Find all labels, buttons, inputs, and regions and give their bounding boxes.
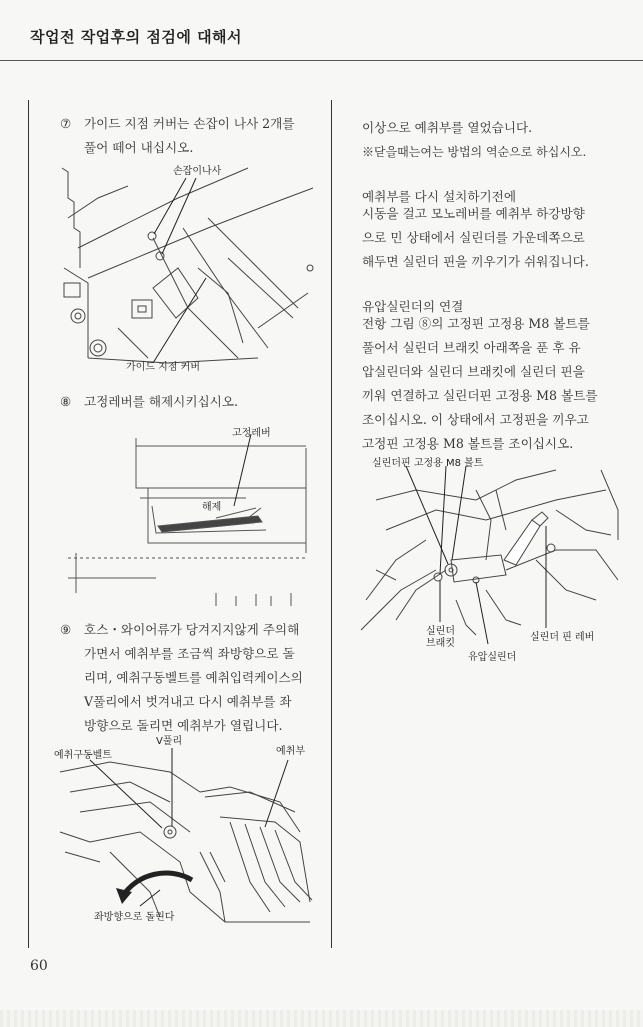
cylinder-line-2: 풀어서 실린더 브래킷 아래쪽을 푼 후 유 bbox=[362, 340, 581, 355]
step7-line-1 bbox=[60, 112, 295, 137]
page-header bbox=[0, 0, 643, 61]
step9-line-1 bbox=[60, 618, 299, 643]
step8-text-1: 고정레버를 해제시키십시오. bbox=[84, 394, 238, 409]
header-opening-drawing bbox=[50, 732, 322, 928]
reinstall-line-1: 시동을 걸고 모노레버를 예취부 하강방향 bbox=[362, 206, 585, 221]
page-title: 작업전 작업후의 점검에 대해서 bbox=[30, 28, 243, 46]
figure-fix-lever bbox=[66, 418, 318, 614]
label-header: 예취부 bbox=[276, 746, 305, 757]
label-v-pulley: V풀리 bbox=[156, 736, 183, 747]
cylinder-line-6: 고정핀 고정용 M8 볼트를 조이십시오. bbox=[362, 436, 574, 451]
step9-text-1: 호스・와이어류가 당겨지지않게 주의해 bbox=[84, 622, 300, 637]
intro-note: ※닫을때는여는 방법의 역순으로 하십시오. bbox=[362, 145, 587, 159]
cylinder-line-1: 전항 그림 ⑧의 고정핀 고정용 M8 볼트를 bbox=[362, 316, 590, 331]
cylinder-line-4: 끼워 연결하고 실린더핀 고정용 M8 볼트를 bbox=[362, 388, 598, 403]
figure-guide-cover bbox=[58, 158, 320, 376]
label-release: 해제 bbox=[202, 502, 222, 513]
step9-line-4: V풀리에서 벗겨내고 다시 예취부를 좌 bbox=[84, 694, 292, 709]
fix-lever-drawing bbox=[66, 418, 318, 614]
reinstall-heading: 예취부를 다시 설치하기전에 bbox=[362, 189, 516, 204]
label-cyl-bracket-1: 실린더 bbox=[426, 626, 455, 637]
guide-cover-drawing bbox=[58, 158, 320, 376]
reinstall-line-3: 해두면 실린더 핀을 끼우기가 쉬워집니다. bbox=[362, 254, 589, 269]
intro-line-1: 이상으로 예취부를 열었습니다. bbox=[362, 120, 533, 135]
step9-number: ⑨ bbox=[60, 622, 72, 637]
step7-text-1: 가이드 지점 커버는 손잡이 나사 2개를 bbox=[84, 116, 295, 131]
column-divider bbox=[331, 100, 332, 948]
step8-number: ⑧ bbox=[60, 394, 72, 409]
label-cyl-bracket-2: 브래킷 bbox=[426, 638, 455, 649]
step7-number: ⑦ bbox=[60, 116, 72, 131]
step9-line-2: 가면서 예취부를 조금씩 좌방향으로 돌 bbox=[84, 646, 295, 661]
label-fix-lever: 고정레버 bbox=[232, 428, 271, 439]
step7-line-2: 풀어 떼어 내십시오. bbox=[84, 140, 194, 155]
step9-line-5: 방향으로 돌리면 예취부가 열립니다. bbox=[84, 718, 283, 733]
label-cyl-pin-lever: 실린더 핀 레버 bbox=[530, 632, 595, 643]
reinstall-line-2: 으로 민 상태에서 실린더를 가운데쪽으로 bbox=[362, 230, 585, 245]
label-guide-cover: 가이드 지점 커버 bbox=[126, 362, 200, 373]
scan-edge bbox=[0, 1010, 643, 1027]
cylinder-line-3: 압실린더와 실린더 브래킷에 실린더 핀을 bbox=[362, 364, 585, 379]
label-handle-screw: 손잡이나사 bbox=[173, 166, 222, 177]
figure-header-opening bbox=[50, 732, 322, 928]
cylinder-line-5: 조이십시오. 이 상태에서 고정핀을 끼우고 bbox=[362, 412, 589, 427]
label-hydraulic-cylinder: 유압실린더 bbox=[468, 652, 517, 663]
step9-line-3: 리며, 예취구동벨트를 예취입력케이스의 bbox=[84, 670, 303, 685]
cylinder-heading: 유압실린더의 연결 bbox=[362, 299, 464, 314]
label-drive-belt: 예취구동벨트 bbox=[54, 750, 112, 761]
label-turn-left: 좌방향으로 돌린다 bbox=[94, 912, 175, 923]
step8-line-1 bbox=[60, 390, 238, 415]
label-cyl-pin-bolt: 실린더핀 고정용 M8 볼트 bbox=[372, 458, 484, 469]
left-margin-rule bbox=[28, 100, 29, 948]
page-number: 60 bbox=[30, 958, 48, 974]
figure-hydraulic-cylinder bbox=[356, 450, 626, 672]
